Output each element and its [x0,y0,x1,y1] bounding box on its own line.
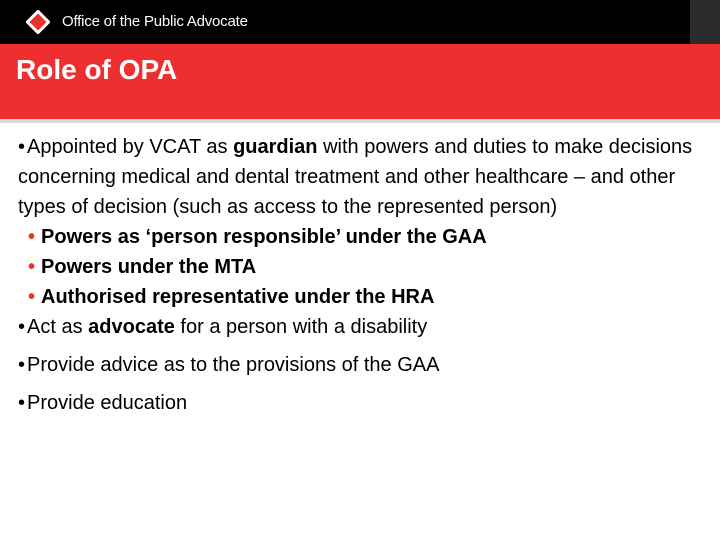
header-bar [0,0,690,44]
bullet-symbol: • [18,354,26,376]
bullet-text: for a person with a disability [174,316,428,338]
subbullet-text: Powers as ‘person responsible’ under the GAA [41,226,487,248]
bullet-emphasis: advocate [88,316,175,338]
subbullet-hra [18,282,708,312]
subbullet-symbol: • [28,286,36,308]
bullet-symbol: • [18,316,26,338]
bullet-text: Provide education [27,392,188,414]
bullet-text: with powers and duties to make decisions concerning medical and dental treatment and other healthcare – and other types of decision (such as access to the represented person) [18,136,693,218]
subbullet-symbol: • [28,226,36,248]
bullet-text: Appointed by VCAT as [27,136,234,158]
bullet-symbol: • [18,392,26,414]
bullet-text: Act as [27,316,89,338]
subbullet-text: Powers under the MTA [41,256,257,278]
bullet-appointed-guardian [18,132,708,222]
subbullet-text: Authorised representative under the HRA [41,286,435,308]
subbullet-person-responsible [18,222,708,252]
bullet-advocate [18,312,708,342]
subbullet-symbol: • [28,256,36,278]
opa-diamond-logo-icon [26,10,50,34]
bullet-symbol: • [18,136,26,158]
bullet-education [18,388,708,418]
bullet-emphasis: guardian [233,136,318,158]
bullet-text: Provide advice as to the provisions of the GAA [27,354,440,376]
title-divider [0,119,720,123]
bullet-advice [18,350,708,380]
page-title: Role of OPA [16,54,178,85]
organization-name: Office of the Public Advocate [62,13,248,30]
header-bar-edge [690,0,720,44]
subbullet-mta [18,252,708,282]
slide-content [18,132,708,418]
